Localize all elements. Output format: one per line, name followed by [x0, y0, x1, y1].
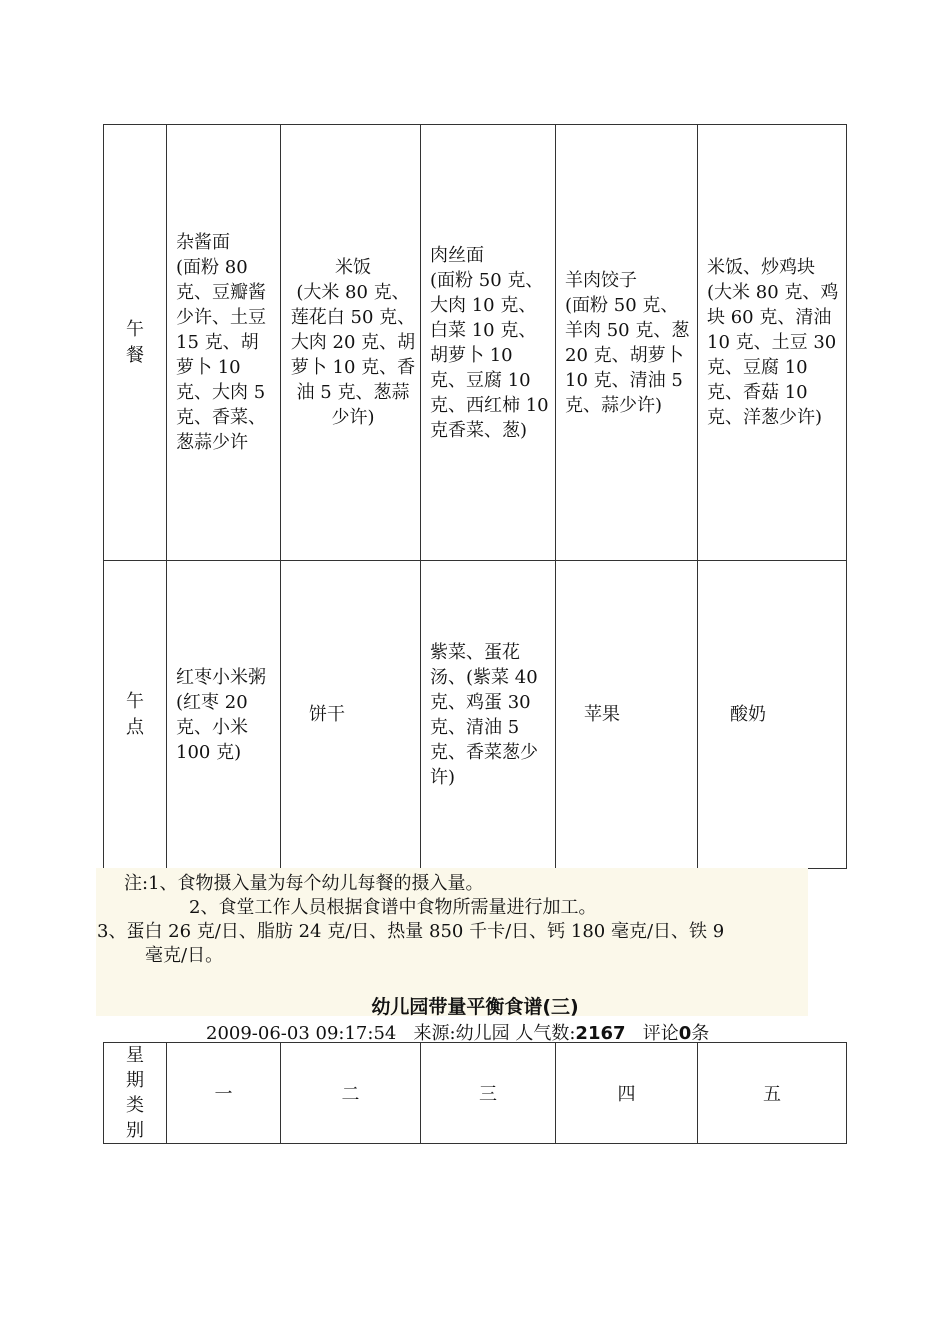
lunch-monday: 杂酱面 (面粉 80 克、豆瓣酱少许、土豆 15 克、胡萝卜 10 克、大肉 5 克、香菜、葱蒜少许 [167, 125, 281, 561]
snack-friday: 酸奶 [698, 561, 847, 869]
views-label: 人气数: [515, 1023, 576, 1044]
note-line-1: 注:1、食物摄入量为每个幼儿每餐的摄入量。 [124, 873, 484, 894]
snack-label: 午点 [104, 561, 167, 869]
day-monday: 一 [167, 1043, 281, 1144]
menu-table [103, 124, 847, 869]
comments-label: 评论 [642, 1023, 679, 1044]
comments-unit: 条 [691, 1023, 710, 1044]
week-table [103, 1042, 847, 1144]
lunch-tuesday: 米饭 (大米 80 克、莲花白 50 克、大肉 20 克、胡萝卜 10 克、香油 5 克、葱蒜少许) [281, 125, 421, 561]
views-count: 2167 [575, 1023, 626, 1044]
week-header-row [104, 1043, 847, 1144]
snack-thursday: 苹果 [556, 561, 698, 869]
lunch-wednesday: 肉丝面 (面粉 50 克、大肉 10 克、白菜 10 克、胡萝卜 10 克、豆腐 10 克、西红柿 10 克香菜、葱) [421, 125, 556, 561]
lunch-label: 午餐 [104, 125, 167, 561]
article-source: 来源:幼儿园 [413, 1023, 510, 1044]
snack-monday: 红枣小米粥(红枣 20 克、小米 100 克) [167, 561, 281, 869]
day-friday: 五 [698, 1043, 847, 1144]
lunch-friday: 米饭、炒鸡块 (大米 80 克、鸡块 60 克、清油 10 克、土豆 30 克、豆腐 10 克、香菇 10 克、洋葱少许) [698, 125, 847, 561]
day-tuesday: 二 [281, 1043, 421, 1144]
day-wednesday: 三 [421, 1043, 556, 1144]
snack-tuesday: 饼干 [281, 561, 421, 869]
page-title: 幼儿园带量平衡食谱(三) [371, 996, 579, 1018]
lunch-thursday: 羊肉饺子 (面粉 50 克、羊肉 50 克、葱 20 克、胡萝卜 10 克、清油 5 克、蒜少许) [556, 125, 698, 561]
day-thursday: 四 [556, 1043, 698, 1144]
publish-datetime: 2009-06-03 09:17:54 [206, 1023, 397, 1044]
corner-label: 星期类别 [104, 1043, 167, 1144]
snack-row [104, 561, 847, 869]
note-line-4: 毫克/日。 [145, 945, 224, 966]
snack-wednesday: 紫菜、蛋花汤、(紫菜 40 克、鸡蛋 30 克、清油 5 克、香菜葱少许) [421, 561, 556, 869]
note-line-2: 2、食堂工作人员根据食谱中食物所需量进行加工。 [189, 897, 597, 918]
comments-count: 0 [678, 1023, 692, 1044]
note-line-3: 3、蛋白 26 克/日、脂肪 24 克/日、热量 850 千卡/日、钙 180 毫克/日、铁 9 [97, 921, 725, 942]
lunch-row [104, 125, 847, 561]
